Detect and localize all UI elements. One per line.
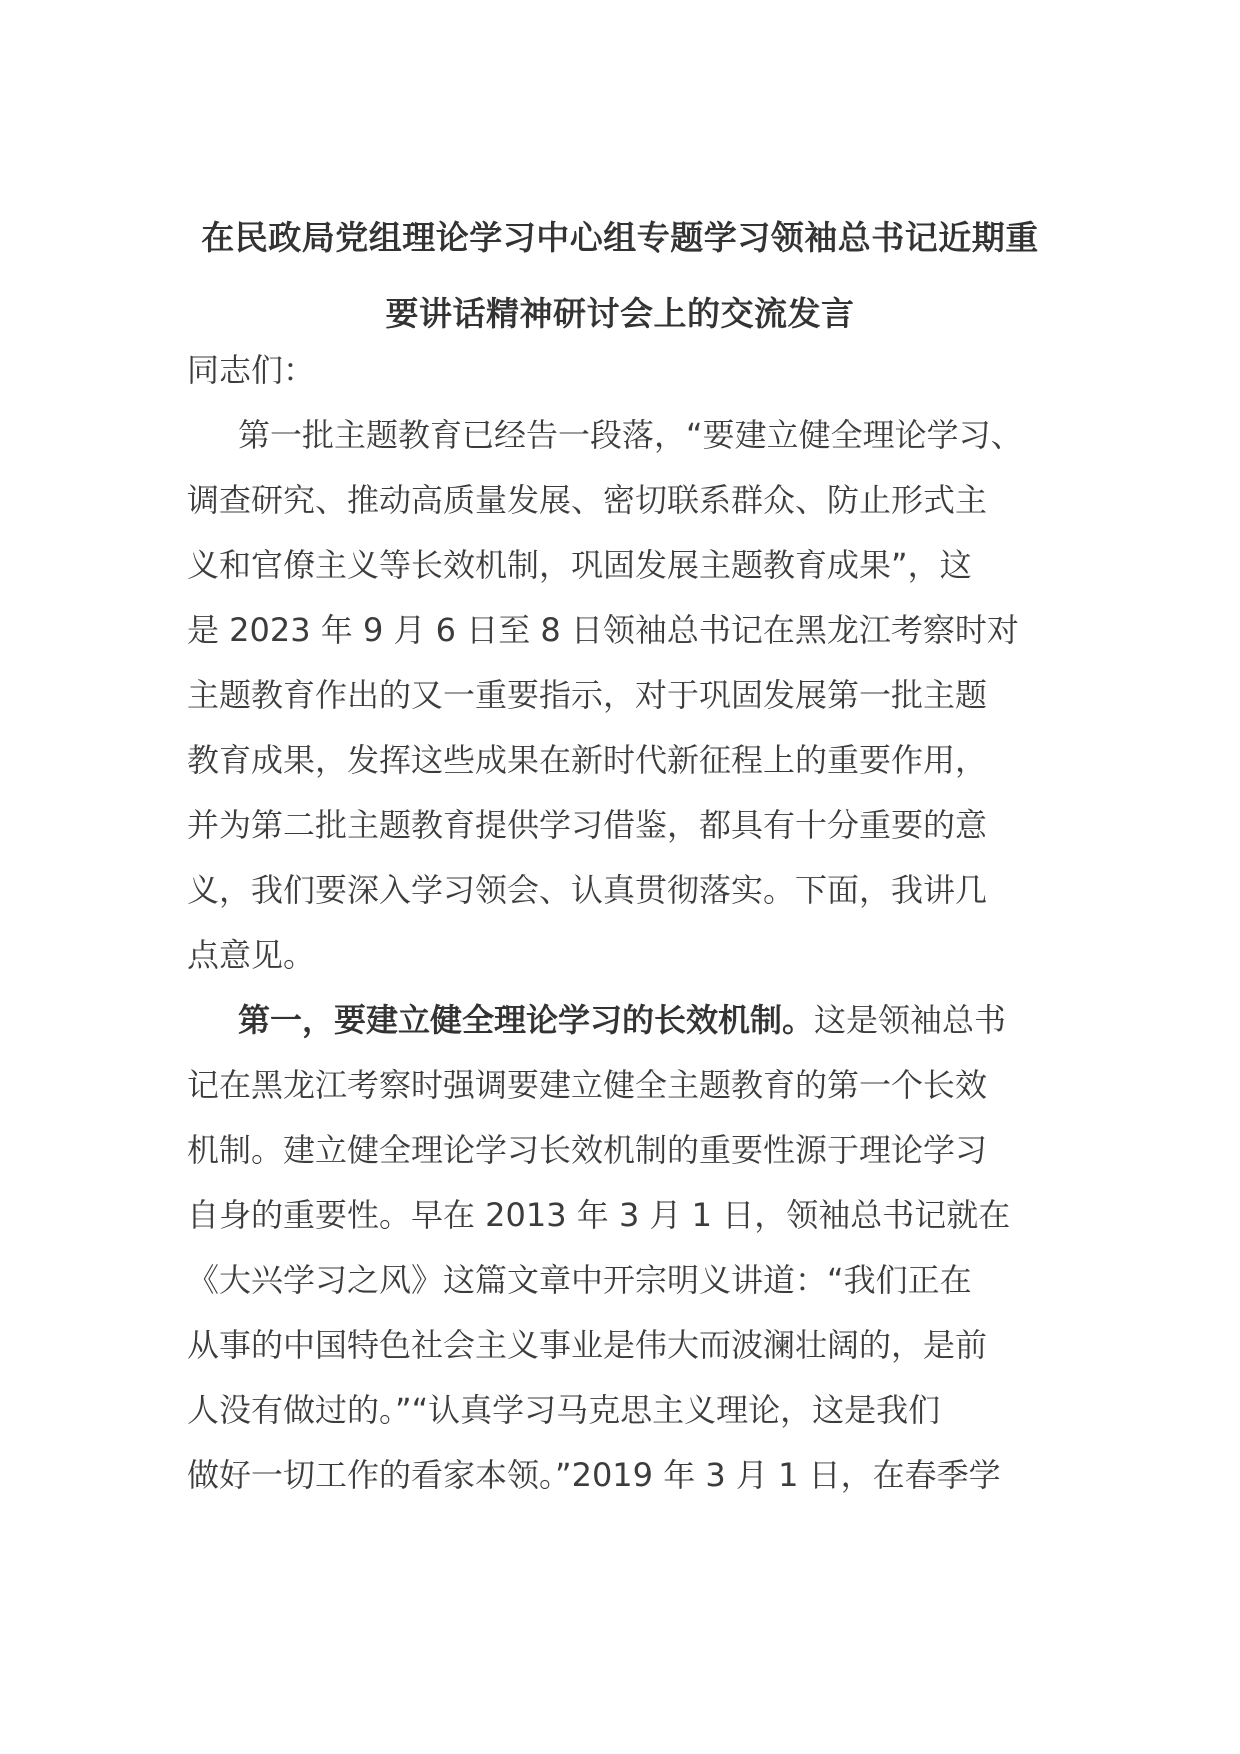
- paragraph-line: 并为第二批主题教育提供学习借鉴，都具有十分重要的意: [187, 806, 988, 844]
- paragraph-line: 教育成果，发挥这些成果在新时代新征程上的重要作用，: [187, 741, 988, 779]
- paragraph-line: 义和官僚主义等长效机制，巩固发展主题教育成果”，这: [187, 546, 972, 584]
- paragraph-first-line: [187, 988, 1059, 1053]
- section-heading: 第一，要建立健全理论学习的长效机制。: [238, 1001, 815, 1039]
- paragraph-line: 记在黑龙江考察时强调要建立健全主题教育的第一个长效: [187, 1066, 988, 1104]
- paragraph-2: [187, 988, 1059, 1508]
- paragraph-line: 义，我们要深入学习领会、认真贯彻落实。下面，我讲几: [187, 871, 988, 909]
- title-line-2: 要讲话精神研讨会上的交流发言: [385, 294, 855, 333]
- title-line-1: 在民政局党组理论学习中心组专题学习领袖总书记近期重: [201, 218, 1039, 257]
- paragraph-line: 人没有做过的。”“认真学习马克思主义理论，这是我们: [187, 1391, 941, 1429]
- paragraph-line: 是 2023 年 9 月 6 日至 8 日领袖总书记在黑龙江考察时对: [187, 611, 1019, 649]
- paragraph-line-rest: 这是领袖总书: [814, 1001, 1007, 1039]
- paragraph-line: 自身的重要性。早在 2013 年 3 月 1 日，领袖总书记就在: [187, 1196, 1011, 1234]
- paragraph-line: 做好一切工作的看家本领。”2019 年 3 月 1 日，在春季学: [187, 1456, 1001, 1494]
- document-body: [187, 338, 1059, 1508]
- paragraph-line: 《大兴学习之风》这篇文章中开宗明义讲道：“我们正在: [187, 1261, 972, 1299]
- paragraph-line: 点意见。: [187, 936, 316, 974]
- paragraph-line: 调查研究、推动高质量发展、密切联系群众、防止形式主: [187, 481, 988, 519]
- paragraph-line: 第一批主题教育已经告一段落，“要建立健全理论学习、: [238, 416, 1023, 454]
- paragraph-line: 从事的中国特色社会主义事业是伟大而波澜壮阔的，是前: [187, 1326, 988, 1364]
- paragraph-1: [187, 403, 1059, 988]
- paragraph-line: 机制。建立健全理论学习长效机制的重要性源于理论学习: [187, 1131, 988, 1169]
- paragraph-line: 主题教育作出的又一重要指示，对于巩固发展第一批主题: [187, 676, 988, 714]
- salutation: 同志们：: [187, 351, 316, 389]
- document-title: [180, 200, 1060, 352]
